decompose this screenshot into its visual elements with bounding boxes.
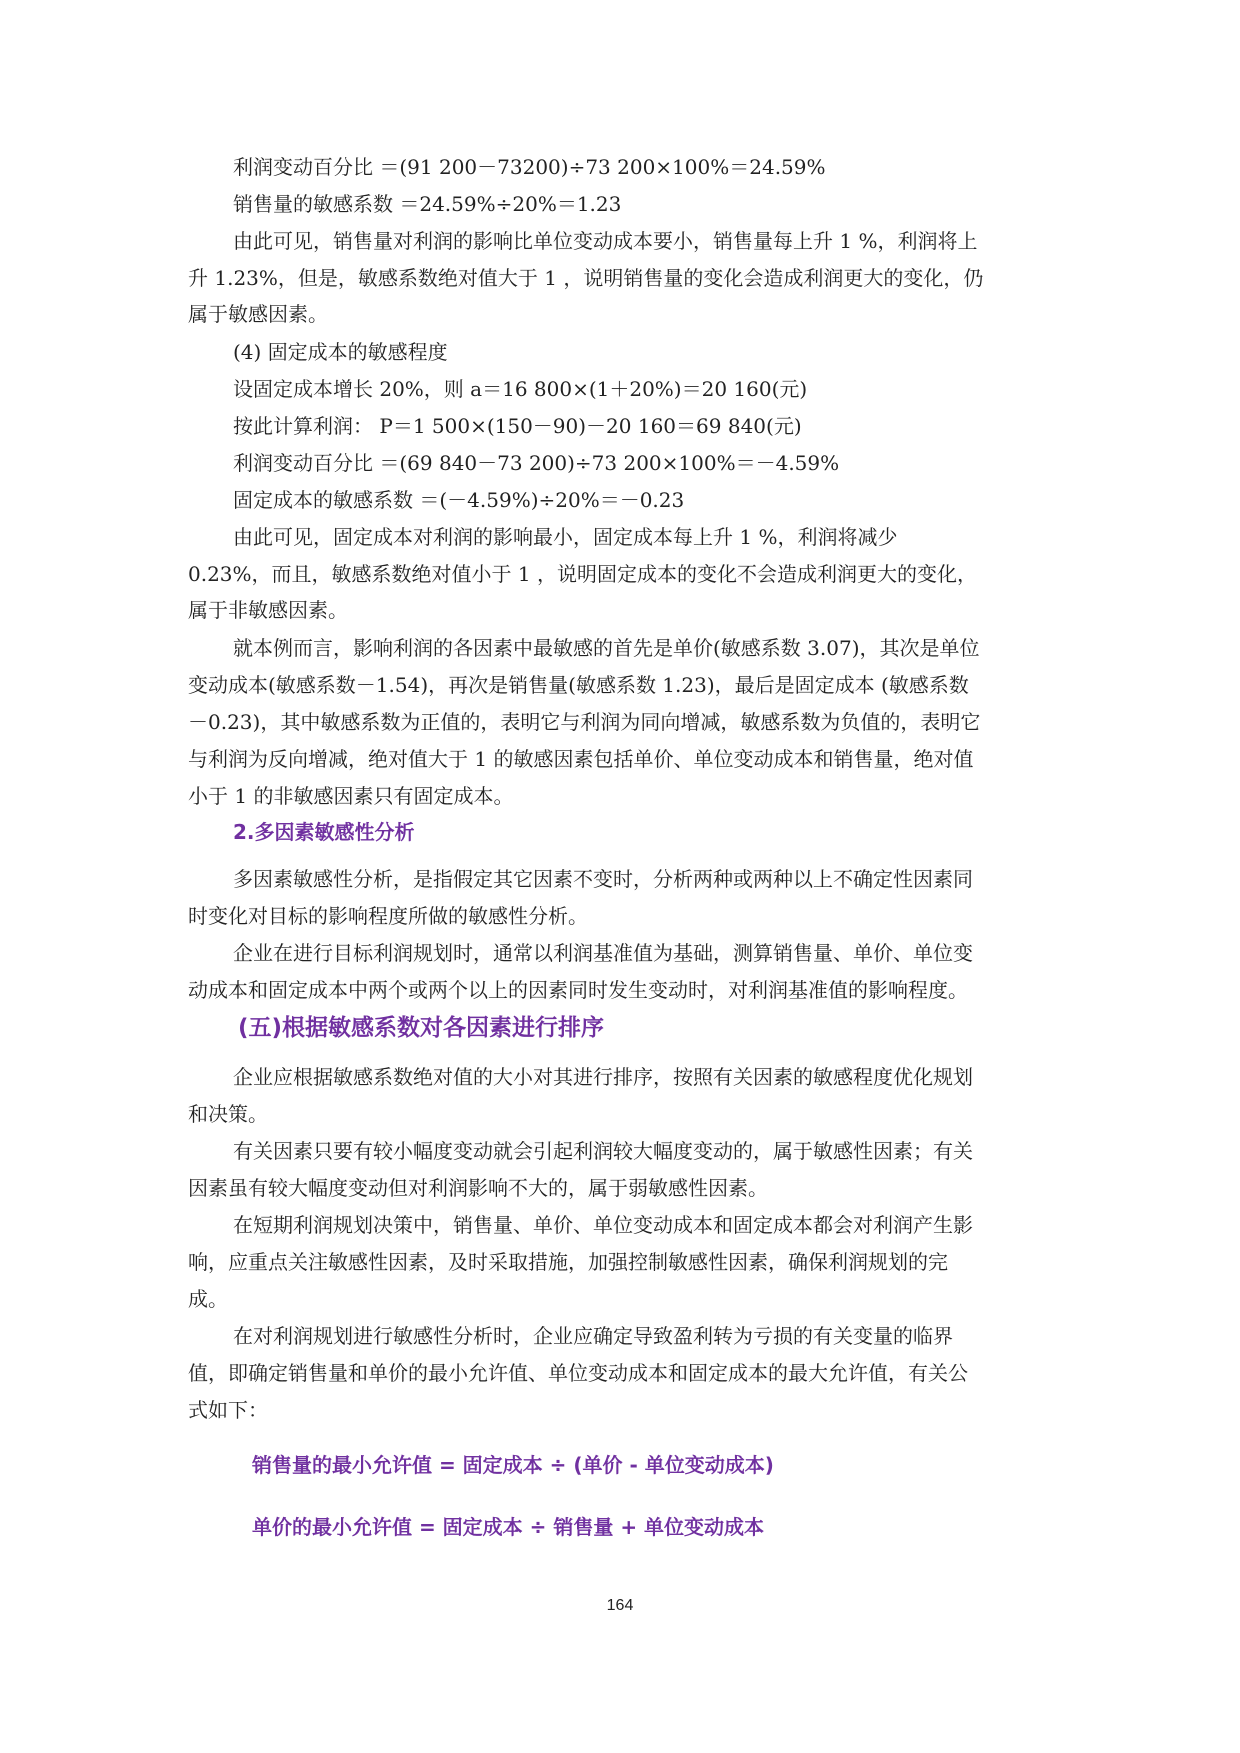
body-line: 升 1.23%，但是，敏感系数绝对值大于 1 ，说明销售量的变化会造成利润更大的变化，仍 [188,266,984,290]
body-line: 利润变动百分比 ＝(69 840－73 200)÷73 200×100%＝－4.59% [233,451,840,475]
body-line: 与利润为反向增减，绝对值大于 1 的敏感因素包括单价、单位变动成本和销售量，绝对值 [188,747,974,771]
body-line: 有关因素只要有较小幅度变动就会引起利润较大幅度变动的，属于敏感性因素；有关 [233,1139,973,1163]
body-line: 固定成本的敏感系数 ＝(－4.59%)÷20%＝－0.23 [233,488,685,512]
body-line: 在短期利润规划决策中，销售量、单价、单位变动成本和固定成本都会对利润产生影 [233,1213,973,1237]
body-line: 时变化对目标的影响程度所做的敏感性分析。 [188,904,588,928]
subsection-heading: 2.多因素敏感性分析 [233,820,415,844]
body-line: 多因素敏感性分析，是指假定其它因素不变时，分析两种或两种以上不确定性因素同 [233,867,973,891]
body-line: 属于非敏感因素。 [188,598,348,622]
formula-min-sales-volume: 销售量的最小允许值 = 固定成本 ÷ (单价 - 单位变动成本) [252,1453,774,1477]
body-line: 变动成本(敏感系数－1.54)，再次是销售量(敏感系数 1.23)，最后是固定成本 (敏感系数 [188,673,969,697]
body-line: 值，即确定销售量和单价的最小允许值、单位变动成本和固定成本的最大允许值，有关公 [188,1361,968,1385]
body-line: 在对利润规划进行敏感性分析时，企业应确定导致盈利转为亏损的有关变量的临界 [233,1324,953,1348]
body-line: 销售量的敏感系数 ＝24.59%÷20%＝1.23 [233,192,622,216]
formula-min-unit-price: 单价的最小允许值 = 固定成本 ÷ 销售量 + 单位变动成本 [252,1515,765,1539]
body-line: 小于 1 的非敏感因素只有固定成本。 [188,784,514,808]
body-line: 企业应根据敏感系数绝对值的大小对其进行排序，按照有关因素的敏感程度优化规划 [233,1065,973,1089]
body-line: (4) 固定成本的敏感程度 [233,340,448,364]
body-line: 企业在进行目标利润规划时，通常以利润基准值为基础，测算销售量、单价、单位变 [233,941,973,965]
body-line: 式如下： [188,1398,268,1422]
body-line: 由此可见，固定成本对利润的影响最小，固定成本每上升 1 %，利润将减少 [233,525,898,549]
body-line: 0.23%，而且，敏感系数绝对值小于 1 ，说明固定成本的变化不会造成利润更大的变化， [188,562,977,586]
body-line: 动成本和固定成本中两个或两个以上的因素同时发生变动时，对利润基准值的影响程度。 [188,978,968,1002]
body-line: 设固定成本增长 20%，则 a＝16 800×(1＋20%)＝20 160(元) [233,377,808,401]
body-line: 响，应重点关注敏感性因素，及时采取措施，加强控制敏感性因素，确保利润规划的完 [188,1250,948,1274]
body-line: 属于敏感因素。 [188,302,328,326]
body-line: 由此可见，销售量对利润的影响比单位变动成本要小，销售量每上升 1 %，利润将上 [233,229,978,253]
body-line: 和决策。 [188,1102,268,1126]
page-number: 164 [606,1597,634,1614]
body-line: 因素虽有较大幅度变动但对利润影响不大的，属于弱敏感性因素。 [188,1176,768,1200]
body-line: －0.23)，其中敏感系数为正值的，表明它与利润为同向增减，敏感系数为负值的，表明它 [188,710,981,734]
section-heading: (五)根据敏感系数对各因素进行排序 [238,1015,605,1041]
body-line: 成。 [188,1287,228,1311]
body-line: 利润变动百分比 ＝(91 200－73200)÷73 200×100%＝24.59% [233,155,826,179]
body-line: 按此计算利润： P＝1 500×(150－90)－20 160＝69 840(元) [233,414,802,438]
body-line: 就本例而言，影响利润的各因素中最敏感的首先是单价(敏感系数 3.07)，其次是单位 [233,636,980,660]
